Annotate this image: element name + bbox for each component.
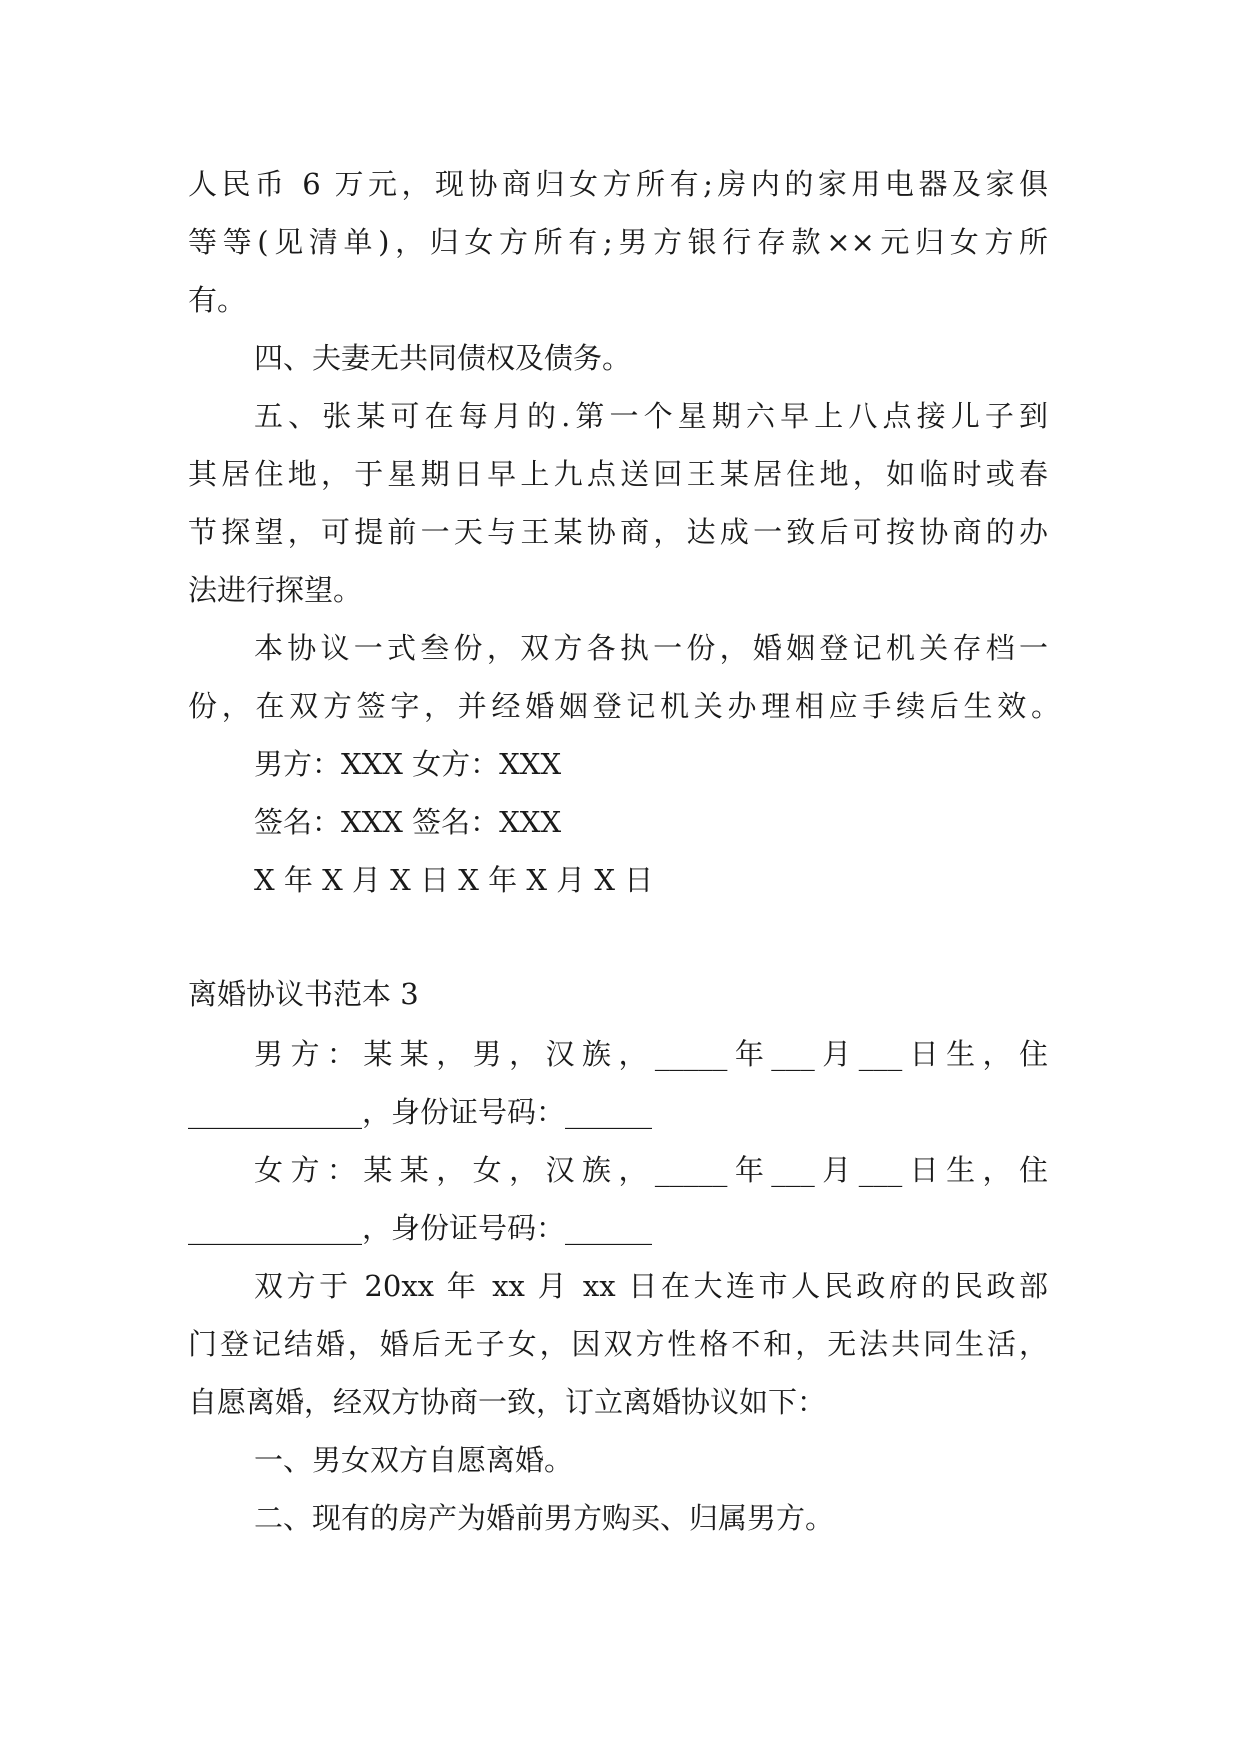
text-line: 门登记结婚，婚后无子女，因双方性格不和，无法共同生活，	[188, 1327, 1048, 1361]
text-line: 二、现有的房产为婚前男方购买、归属男方。	[254, 1501, 835, 1535]
text-line: ____________，身份证号码：______	[188, 1211, 653, 1245]
text-line: 法进行探望。	[188, 573, 363, 607]
text-line: 四、夫妻无共同债权及债务。	[254, 341, 632, 375]
text-line: 等等(见清单)，归女方所有;男方银行存款××元归女方所	[188, 225, 1048, 259]
text-line: ____________，身份证号码：______	[188, 1095, 653, 1129]
text-line: 自愿离婚，经双方协商一致，订立离婚协议如下：	[188, 1385, 827, 1419]
text-line: 节探望，可提前一天与王某协商，达成一致后可按协商的办	[188, 515, 1048, 549]
text-line: 女方：某某，女，汉族，_____年___月___日生，住	[254, 1153, 1048, 1187]
text-line: 男方：某某，男，汉族，_____年___月___日生，住	[254, 1037, 1048, 1071]
text-line: 五、张某可在每月的.第一个星期六早上八点接儿子到	[254, 399, 1048, 433]
signature-party-line: 男方：XXX 女方：XXX	[254, 747, 562, 781]
text-line: 其居住地，于星期日早上九点送回王某居住地，如临时或春	[188, 457, 1048, 491]
section-title: 离婚协议书范本 3	[188, 977, 419, 1011]
text-line: 人民币 6 万元，现协商归女方所有;房内的家用电器及家俱	[188, 167, 1048, 201]
text-line: 有。	[188, 283, 247, 317]
text-line: 一、男女双方自愿离婚。	[254, 1443, 574, 1477]
signature-date-line: X 年 X 月 X 日 X 年 X 月 X 日	[254, 863, 654, 897]
text-line: 双方于 20xx 年 xx 月 xx 日在大连市人民政府的民政部	[254, 1269, 1048, 1303]
text-line: 份，在双方签字，并经婚姻登记机关办理相应手续后生效。	[188, 689, 1060, 723]
signature-name-line: 签名：XXX 签名：XXX	[254, 805, 562, 839]
text-line: 本协议一式叁份，双方各执一份，婚姻登记机关存档一	[254, 631, 1048, 665]
